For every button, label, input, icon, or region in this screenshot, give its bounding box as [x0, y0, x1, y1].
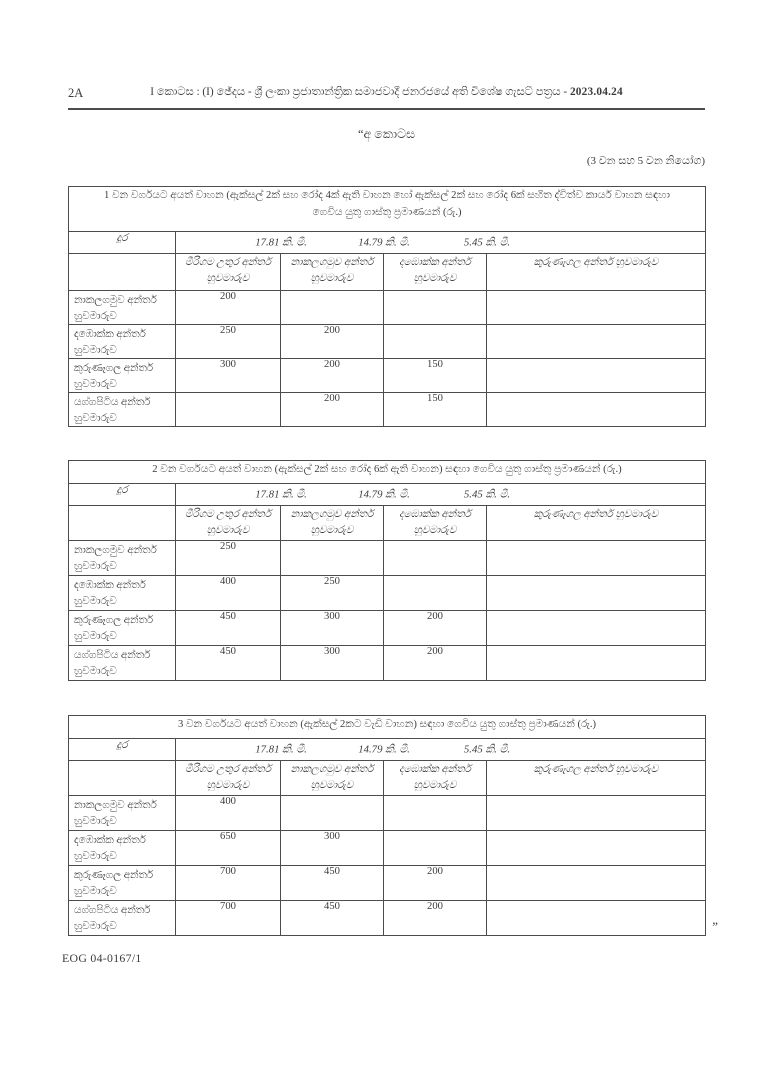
fee-value: 300	[281, 646, 384, 681]
fee-value: 200	[176, 291, 281, 325]
fee-value	[384, 576, 487, 611]
fee-value: 400	[176, 576, 281, 611]
gazette-header-text: I කොටස : (I) ඡේදය - ශ්‍රී ලංකා ප්‍රජාතාන්ත්‍රික සමාජවාදී ජනරජයේ අති විශේෂ ගැසට් පත්‍රය -	[150, 86, 570, 98]
fee-value: 400	[176, 796, 281, 831]
fee-value	[487, 325, 706, 359]
table-title-row	[69, 716, 706, 739]
table-row	[69, 796, 706, 831]
row-label-dambokka: දඹොක්ක අන්තර් හුවමාරුව	[69, 576, 176, 611]
table-row	[69, 325, 706, 359]
row-label-dambokka: දඹොක්ක අන්තර් හුවමාරුව	[69, 831, 176, 866]
fee-value: 300	[176, 359, 281, 393]
row-label-kurunegala: කුරුණෑගල අන්තර් හුවමාරුව	[69, 359, 176, 393]
distance-value-1: 17.81 කි. මී.	[255, 236, 307, 248]
fee-value	[487, 291, 706, 325]
col-header-mirigama-north: මීරිගම උතුර අන්තර් හුවමාරුව	[176, 761, 281, 796]
row-label-kurunegala: කුරුණෑගල අන්තර් හුවමාරුව	[69, 611, 176, 646]
page-header	[68, 86, 705, 103]
fee-value	[384, 325, 487, 359]
fee-value	[281, 796, 384, 831]
fee-value: 450	[176, 646, 281, 681]
fee-value	[487, 831, 706, 866]
fee-value	[487, 541, 706, 576]
distance-value-3: 5.45 කි. මී.	[463, 488, 511, 500]
row-label-nakalagamuwa: නාකලගමුව අන්තර් හුවමාරුව	[69, 541, 176, 576]
page-number: 2A	[68, 86, 84, 100]
empty-corner-cell	[69, 761, 176, 796]
table-row	[69, 646, 706, 681]
fee-value: 200	[384, 611, 487, 646]
fee-value: 650	[176, 831, 281, 866]
row-label-nakalagamuwa: නාකලගමුව අන්තර් හුවමාරුව	[69, 796, 176, 831]
row-label-kurunegala: කුරුණෑගල අන්තර් හුවමාරුව	[69, 866, 176, 901]
empty-corner-cell	[69, 506, 176, 541]
col-header-dambokka: දඹොක්ක අන්තර් හුවමාරුව	[384, 761, 487, 796]
fee-table-1-wrap	[68, 186, 705, 427]
fee-value	[487, 611, 706, 646]
fee-value: 200	[281, 325, 384, 359]
table-title-row	[69, 461, 706, 484]
distance-value-3: 5.45 කි. මී.	[463, 236, 511, 248]
distance-value-2: 14.79 කි. මී.	[358, 236, 410, 248]
table-row	[69, 831, 706, 866]
distance-column-label: දුර	[69, 739, 176, 761]
distance-value-2: 14.79 කි. මී.	[358, 743, 410, 755]
column-header-row	[69, 506, 706, 541]
fee-value	[384, 541, 487, 576]
fee-value: 300	[281, 611, 384, 646]
fee-value: 450	[281, 866, 384, 901]
table-row	[69, 359, 706, 393]
table-title: 3 වන වර්ගයට අයත් වාහන (ඇක්සල් 2කට වැඩි වාහන) සඳහා ගෙවිය යුතු ගාස්තු ප්‍රමාණයන් (රු.)	[69, 716, 706, 739]
fee-value: 250	[281, 576, 384, 611]
distance-row	[69, 232, 706, 254]
table-row	[69, 291, 706, 325]
col-header-dambokka: දඹොක්ක අන්තර් හුවමාරුව	[384, 254, 487, 291]
distance-value-2: 14.79 කි. මී.	[358, 488, 410, 500]
col-header-nakalagamuwa: නාකලගමුව අන්තර් හුවමාරුව	[281, 506, 384, 541]
table-row	[69, 866, 706, 901]
fee-value	[384, 291, 487, 325]
header-divider	[68, 108, 705, 110]
fee-value: 150	[384, 359, 487, 393]
gazette-date: 2023.04.24	[569, 86, 623, 98]
fee-value	[487, 646, 706, 681]
distance-row	[69, 739, 706, 761]
fee-value: 200	[281, 359, 384, 393]
footer-code: EOG 04-0167/1	[62, 951, 142, 965]
table-title: 2 වන වර්ගයට අයත් වාහන (ඇක්සල් 2ක් සහ රෝද 6ක් ඇති වාහන) සඳහා ගෙවිය යුතු ගාස්තු ප්‍රමාණයන් (රු.)	[69, 461, 706, 484]
gazette-header-line	[68, 86, 705, 99]
row-label-yaggapitiya: යග්ගපිටිය අන්තර් හුවමාරුව	[69, 393, 176, 427]
col-header-mirigama-north: මීරිගම උතුර අන්තර් හුවමාරුව	[176, 254, 281, 291]
fee-value: 200	[384, 901, 487, 936]
row-label-dambokka: දඹොක්ක අන්තර් හුවමාරුව	[69, 325, 176, 359]
table-row	[69, 901, 706, 936]
fee-value	[487, 359, 706, 393]
fee-value: 700	[176, 901, 281, 936]
fee-value	[487, 393, 706, 427]
fee-value: 200	[384, 866, 487, 901]
column-header-row	[69, 254, 706, 291]
fee-value: 250	[176, 325, 281, 359]
fee-value: 300	[281, 831, 384, 866]
fee-table-1	[68, 186, 706, 427]
col-header-mirigama-north: මීරිගම උතුර අන්තර් හුවමාරුව	[176, 506, 281, 541]
fee-table-3-wrap	[68, 715, 718, 936]
fee-value: 150	[384, 393, 487, 427]
fee-value	[281, 541, 384, 576]
distance-row	[69, 484, 706, 506]
closing-quote: ”	[712, 919, 718, 934]
fee-table-2-wrap	[68, 460, 705, 681]
table-row	[69, 576, 706, 611]
fee-value	[487, 901, 706, 936]
fee-value: 700	[176, 866, 281, 901]
col-header-kurunegala: කුරුණෑගල අන්තර් හුවමාරුව	[487, 506, 706, 541]
regulation-note: (3 වන සහ 5 වන නියෝග)	[586, 155, 705, 167]
column-header-row	[69, 761, 706, 796]
fee-value	[487, 576, 706, 611]
fee-value	[487, 796, 706, 831]
page-content	[62, 86, 718, 966]
row-label-yaggapitiya: යග්ගපිටිය අන්තර් හුවමාරුව	[69, 646, 176, 681]
distance-value-1: 17.81 කි. මී.	[255, 743, 307, 755]
fee-value	[384, 796, 487, 831]
col-header-nakalagamuwa: නාකලගමුව අන්තර් හුවමාරුව	[281, 761, 384, 796]
distance-values-cell	[176, 484, 706, 506]
fee-table-2	[68, 460, 706, 681]
fee-value: 450	[176, 611, 281, 646]
table-row	[69, 611, 706, 646]
row-label-nakalagamuwa: නාකලගමුව අන්තර් හුවමාරුව	[69, 291, 176, 325]
fee-table-3	[68, 715, 706, 936]
distance-values-cell	[176, 232, 706, 254]
table-row	[69, 541, 706, 576]
distance-value-1: 17.81 කි. මී.	[255, 488, 307, 500]
col-header-nakalagamuwa: නාකලගමුව අන්තර් හුවමාරුව	[281, 254, 384, 291]
fee-value	[487, 866, 706, 901]
fee-value	[384, 831, 487, 866]
distance-values-cell	[176, 739, 706, 761]
fee-value: 450	[281, 901, 384, 936]
row-label-yaggapitiya: යග්ගපිටිය අන්තර් හුවමාරුව	[69, 901, 176, 936]
empty-corner-cell	[69, 254, 176, 291]
fee-value: 200	[384, 646, 487, 681]
fee-value	[176, 393, 281, 427]
distance-value-3: 5.45 කි. මී.	[463, 743, 511, 755]
fee-value: 250	[176, 541, 281, 576]
table-title: 1 වන වර්ගයට අයත් වාහන (ඇක්සල් 2ක් සහ රෝද 4ක් ඇති වාහන හෝ ඇක්සල් 2ක් සහ රෝද 6ක් සහිත ද්විත්ව කාර්ය වාහන සඳහා ගෙවිය යුතු ගාස්තු ප්‍රමාණයන් (රු.)	[69, 187, 706, 232]
distance-column-label: දුර	[69, 232, 176, 254]
col-header-dambokka: දඹොක්ක අන්තර් හුවමාරුව	[384, 506, 487, 541]
table-row	[69, 393, 706, 427]
fee-value: 200	[281, 393, 384, 427]
col-header-kurunegala: කුරුණෑගල අන්තර් හුවමාරුව	[487, 254, 706, 291]
distance-column-label: දුර	[69, 484, 176, 506]
fee-value	[281, 291, 384, 325]
table-title-row	[69, 187, 706, 232]
col-header-kurunegala: කුරුණෑගල අන්තර් හුවමාරුව	[487, 761, 706, 796]
part-title: “අ කොටස	[357, 127, 416, 141]
